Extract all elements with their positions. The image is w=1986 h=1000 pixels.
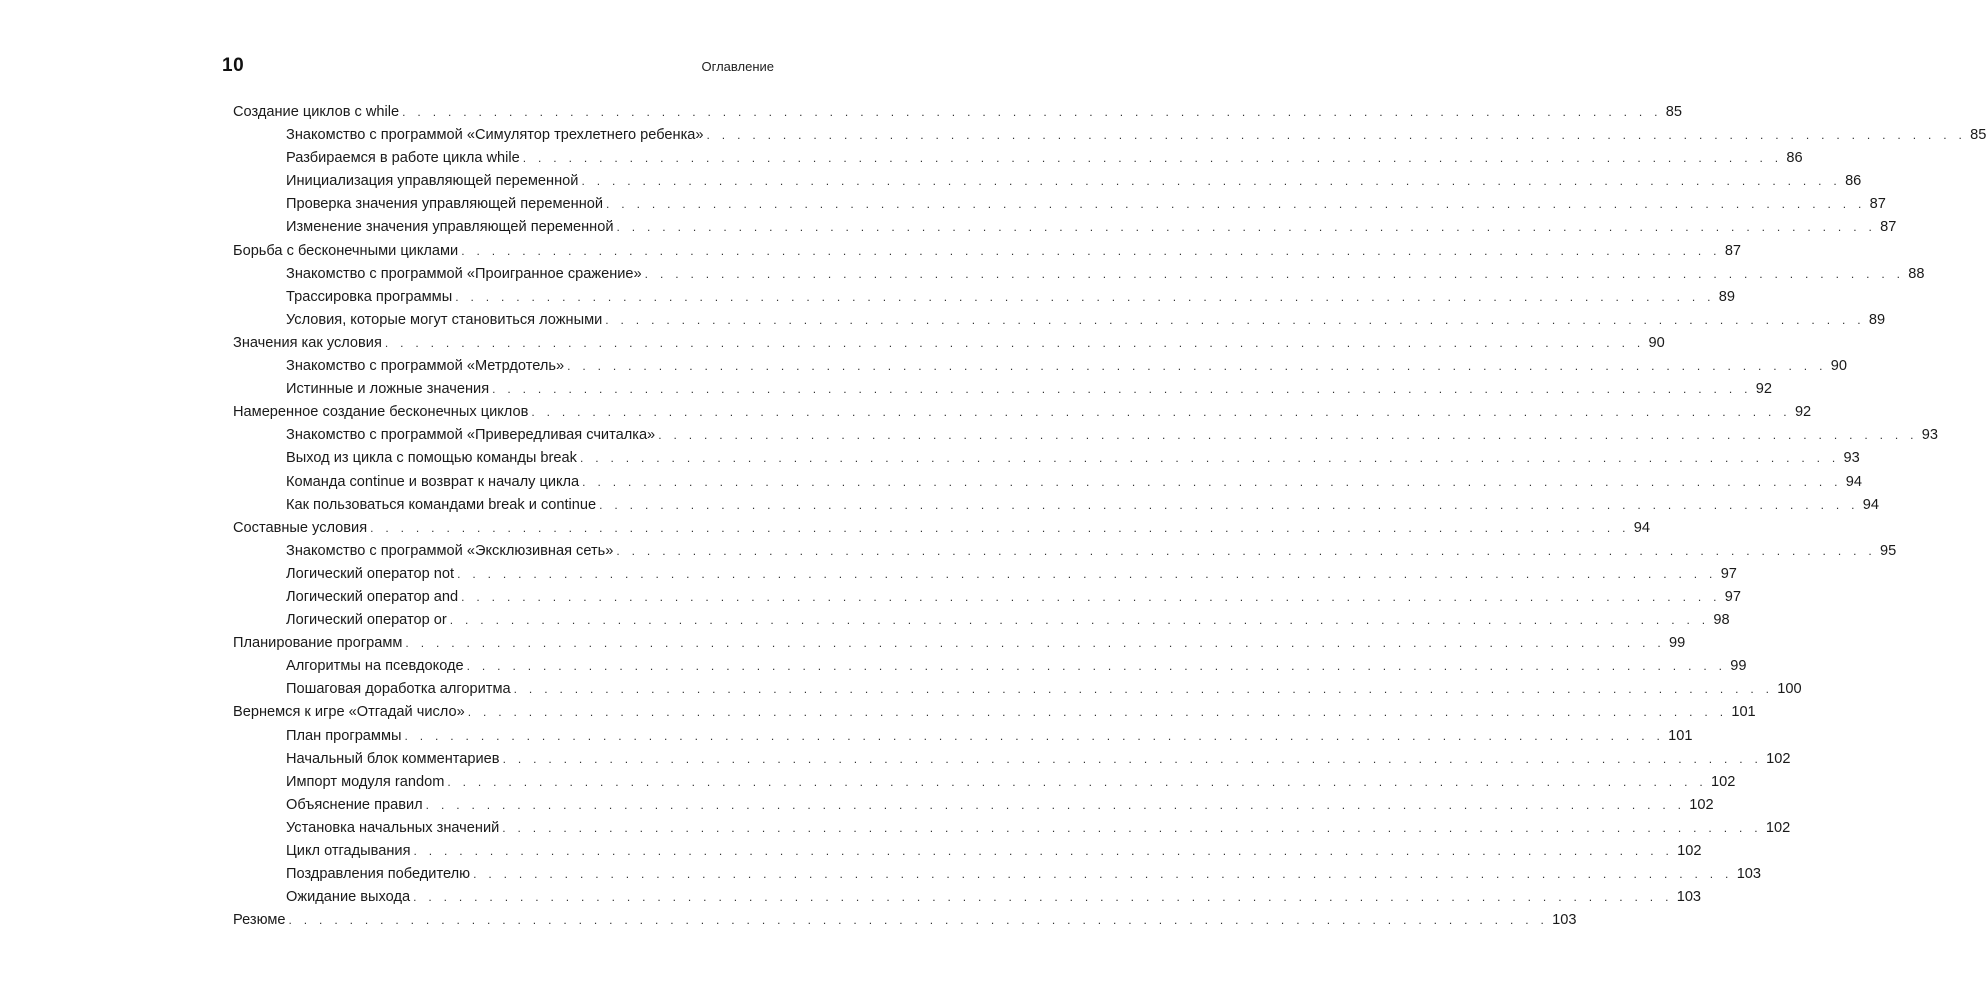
toc-dot-leader: . . . . . . . . . . . . . . . . . . . . . . . . . . . . . . . . . . . . . . . . . . . . . . . . . . . . . . . . . . . . . . . . . . . . . . . . . . . . . . . . . . .	[567, 359, 1827, 374]
toc-dot-leader: . . . . . . . . . . . . . . . . . . . . . . . . . . . . . . . . . . . . . . . . . . . . . . . . . . . . . . . . . . . . . . . . . . . . . . . . . . . . . . . . . . .	[384, 335, 1645, 350]
toc-entry-title: Составные условия	[233, 519, 368, 536]
toc-entry-title: Логический оператор and	[286, 588, 459, 605]
toc-section[interactable]	[233, 240, 1742, 263]
toc-subsection[interactable]	[233, 378, 1772, 401]
toc-entry-page: 87	[1724, 242, 1742, 259]
toc-dot-leader: . . . . . . . . . . . . . . . . . . . . . . . . . . . . . . . . . . . . . . . . . . . . . . . . . . . . . . . . . . . . . . . . . . . . . . . . . . . . . . . . . . .	[531, 405, 1791, 420]
table-of-contents	[233, 101, 1986, 932]
toc-subsection[interactable]	[233, 309, 1886, 332]
toc-section[interactable]	[233, 909, 1577, 932]
toc-entry-title: Проверка значения управляющей переменной	[286, 196, 604, 213]
toc-entry-page: 90	[1830, 358, 1847, 375]
toc-entry-title: Значения как условия	[233, 334, 382, 351]
toc-entry-page: 90	[1648, 334, 1665, 351]
toc-entry-title: Пошаговая доработка алгоритма	[286, 681, 511, 698]
toc-subsection[interactable]	[233, 725, 1693, 748]
toc-entry-page: 94	[1862, 496, 1879, 513]
toc-entry-page: 102	[1766, 750, 1791, 767]
toc-entry-title: Установка начальных значений	[286, 819, 500, 836]
toc-entry-page: 100	[1777, 681, 1802, 698]
page-number: 10	[222, 55, 245, 76]
toc-dot-leader: . . . . . . . . . . . . . . . . . . . . . . . . . . . . . . . . . . . . . . . . . . . . . . . . . . . . . . . . . . . . . . . . . . . . . . . . . . . . . . . . . . .	[522, 151, 1783, 166]
toc-entry-title: Выход из цикла с помощью команды break	[286, 450, 577, 467]
toc-dot-leader: . . . . . . . . . . . . . . . . . . . . . . . . . . . . . . . . . . . . . . . . . . . . . . . . . . . . . . . . . . . . . . . . . . . . . . . . . . . . . . . . . . .	[370, 520, 1630, 535]
toc-entry-title: Намеренное создание бесконечных циклов	[233, 404, 529, 421]
toc-entry-title: Борьба с бесконечными циклами	[233, 242, 459, 259]
toc-entry-title: Знакомство с программой «Проигранное сражение»	[286, 265, 642, 282]
toc-dot-leader: . . . . . . . . . . . . . . . . . . . . . . . . . . . . . . . . . . . . . . . . . . . . . . . . . . . . . . . . . . . . . . . . . . . . . . . . . . . . . . . . . . .	[616, 543, 1876, 558]
toc-section[interactable]	[233, 632, 1686, 655]
toc-entry-title: Знакомство с программой «Симулятор трехлетнего ребенка»	[286, 127, 704, 144]
toc-entry-page: 103	[1552, 912, 1577, 929]
toc-entry-page: 101	[1668, 727, 1693, 744]
toc-entry-title: Инициализация управляющей переменной	[286, 173, 579, 190]
toc-subsection[interactable]	[233, 678, 1802, 701]
toc-entry-page: 102	[1677, 843, 1702, 859]
toc-subsection[interactable]	[233, 355, 1847, 378]
toc-subsection[interactable]	[233, 540, 1897, 563]
toc-entry-title: Ожидание выхода	[286, 889, 411, 906]
toc-entry-title: Алгоритмы на псевдокоде	[286, 658, 464, 675]
toc-subsection[interactable]	[233, 216, 1897, 239]
toc-entry-title: Знакомство с программой «Привередливая считалка»	[286, 427, 656, 444]
toc-dot-leader: . . . . . . . . . . . . . . . . . . . . . . . . . . . . . . . . . . . . . . . . . . . . . . . . . . . . . . . . . . . . . . . . . . . . . . . . . . . . . . . . . . .	[288, 913, 1549, 928]
toc-dot-leader: . . . . . . . . . . . . . . . . . . . . . . . . . . . . . . . . . . . . . . . . . . . . . . . . . . . . . . . . . . . . . . . . . . . . . . . . . . . . . . . . . . .	[606, 197, 1866, 212]
toc-subsection[interactable]	[233, 609, 1730, 632]
toc-subsection[interactable]	[233, 471, 1863, 494]
toc-entry-title: Поздравления победителю	[286, 866, 471, 883]
toc-subsection[interactable]	[233, 771, 1736, 794]
toc-entry-page: 103	[1736, 866, 1762, 883]
toc-section[interactable]	[233, 332, 1665, 355]
toc-entry-title: Разбираемся в работе цикла while	[286, 150, 520, 167]
toc-entry-page: 89	[1718, 288, 1736, 305]
toc-entry-title: Логический оператор not	[286, 565, 455, 582]
toc-section[interactable]	[233, 517, 1650, 540]
toc-dot-leader: . . . . . . . . . . . . . . . . . . . . . . . . . . . . . . . . . . . . . . . . . . . . . . . . . . . . . . . . . . . . . . . . . . . . . . . . . . . . . . . . . . .	[447, 774, 1707, 789]
toc-entry-title: Изменение значения управляющей переменной	[286, 219, 614, 236]
toc-entry-page: 87	[1880, 219, 1897, 236]
toc-dot-leader: . . . . . . . . . . . . . . . . . . . . . . . . . . . . . . . . . . . . . . . . . . . . . . . . . . . . . . . . . . . . . . . . . . . . . . . . . . . . . . . . . . .	[461, 243, 1721, 258]
toc-subsection[interactable]	[233, 655, 1747, 678]
toc-entry-page: 99	[1730, 658, 1747, 675]
toc-entry-page: 87	[1869, 196, 1886, 213]
toc-entry-title: Трассировка программы	[286, 288, 453, 305]
toc-dot-leader: . . . . . . . . . . . . . . . . . . . . . . . . . . . . . . . . . . . . . . . . . . . . . . . . . . . . . . . . . . . . . . . . . . . . . . . . . . . . . . . . . . .	[467, 705, 1728, 720]
toc-subsection[interactable]	[233, 863, 1762, 886]
toc-dot-leader: . . . . . . . . . . . . . . . . . . . . . . . . . . . . . . . . . . . . . . . . . . . . . . . . . . . . . . . . . . . . . . . . . . . . . . . . . . . . . . . . . . .	[466, 659, 1727, 674]
running-title: Оглавление	[701, 59, 774, 74]
toc-entry-page: 98	[1713, 612, 1730, 629]
toc-entry-title: Условия, которые могут становиться ложными	[286, 311, 603, 328]
toc-entry-title: Объяснение правил	[286, 796, 423, 813]
toc-subsection[interactable]	[233, 494, 1879, 517]
toc-section[interactable]	[233, 401, 1812, 424]
toc-subsection[interactable]	[233, 263, 1925, 286]
toc-dot-leader: . . . . . . . . . . . . . . . . . . . . . . . . . . . . . . . . . . . . . . . . . . . . . . . . . . . . . . . . . . . . . . . . . . . . . . . . . . . . . . . . . . .	[579, 451, 1840, 466]
toc-dot-leader: . . . . . . . . . . . . . . . . . . . . . . . . . . . . . . . . . . . . . . . . . . . . . . . . . . . . . . . . . . . . . . . . . . . . . . . . . . . . . . . . . . .	[461, 589, 1721, 604]
toc-entry-page: 99	[1669, 635, 1686, 652]
toc-entry-title: Команда continue и возврат к началу цикла	[286, 473, 580, 490]
toc-section[interactable]	[233, 101, 1682, 124]
toc-subsection[interactable]	[233, 193, 1886, 216]
toc-entry-page: 103	[1676, 889, 1702, 906]
toc-subsection[interactable]	[233, 840, 1702, 863]
toc-dot-leader: . . . . . . . . . . . . . . . . . . . . . . . . . . . . . . . . . . . . . . . . . . . . . . . . . . . . . . . . . . . . . . . . . . . . . . . . . . . . . . . . . . .	[413, 844, 1674, 858]
toc-dot-leader: . . . . . . . . . . . . . . . . . . . . . . . . . . . . . . . . . . . . . . . . . . . . . . . . . . . . . . . . . . . . . . . . . . . . . . . . . . . . . . . . . . .	[405, 636, 1666, 651]
toc-dot-leader: . . . . . . . . . . . . . . . . . . . . . . . . . . . . . . . . . . . . . . . . . . . . . . . . . . . . . . . . . . . . . . . . . . . . . . . . . . . . . . . . . . .	[413, 890, 1673, 905]
toc-dot-leader: . . . . . . . . . . . . . . . . . . . . . . . . . . . . . . . . . . . . . . . . . . . . . . . . . . . . . . . . . . . . . . . . . . . . . . . . . . . . . . . . . . .	[425, 797, 1686, 812]
toc-entry-page: 94	[1633, 519, 1650, 536]
toc-entry-title: Резюме	[233, 912, 286, 929]
toc-subsection[interactable]	[233, 124, 1986, 147]
toc-entry-title: Логический оператор or	[286, 612, 447, 629]
toc-subsection[interactable]	[233, 563, 1737, 586]
toc-dot-leader: . . . . . . . . . . . . . . . . . . . . . . . . . . . . . . . . . . . . . . . . . . . . . . . . . . . . . . . . . . . . . . . . . . . . . . . . . . . . . . . . . . .	[492, 382, 1752, 397]
toc-section[interactable]	[233, 701, 1756, 724]
toc-subsection[interactable]	[233, 794, 1714, 817]
toc-entry-page: 102	[1710, 773, 1736, 790]
toc-entry-page: 92	[1794, 404, 1812, 421]
toc-subsection[interactable]	[233, 886, 1702, 909]
toc-dot-leader: . . . . . . . . . . . . . . . . . . . . . . . . . . . . . . . . . . . . . . . . . . . . . . . . . . . . . . . . . . . . . . . . . . . . . . . . . . . . . . . . . . .	[599, 497, 1859, 512]
toc-entry-page: 95	[1880, 542, 1897, 559]
toc-entry-page: 85	[1665, 104, 1682, 120]
toc-entry-page: 102	[1689, 796, 1714, 813]
toc-entry-page: 93	[1843, 450, 1860, 467]
toc-dot-leader: . . . . . . . . . . . . . . . . . . . . . . . . . . . . . . . . . . . . . . . . . . . . . . . . . . . . . . . . . . . . . . . . . . . . . . . . . . . . . . . . . . .	[502, 820, 1762, 835]
toc-entry-page: 89	[1868, 311, 1886, 328]
toc-entry-page: 101	[1731, 704, 1756, 721]
toc-dot-leader: . . . . . . . . . . . . . . . . . . . . . . . . . . . . . . . . . . . . . . . . . . . . . . . . . . . . . . . . . . . . . . . . . . . . . . . . . . . . . . . . . . .	[502, 751, 1763, 766]
toc-entry-page: 102	[1765, 819, 1791, 836]
toc-subsection[interactable]	[233, 447, 1860, 470]
toc-dot-leader: . . . . . . . . . . . . . . . . . . . . . . . . . . . . . . . . . . . . . . . . . . . . . . . . . . . . . . . . . . . . . . . . . . . . . . . . . . . . . . . . . . .	[706, 128, 1967, 143]
toc-subsection[interactable]	[233, 424, 1939, 447]
toc-dot-leader: . . . . . . . . . . . . . . . . . . . . . . . . . . . . . . . . . . . . . . . . . . . . . . . . . . . . . . . . . . . . . . . . . . . . . . . . . . . . . . . . . . .	[404, 728, 1665, 743]
toc-subsection[interactable]	[233, 748, 1791, 771]
toc-dot-leader: . . . . . . . . . . . . . . . . . . . . . . . . . . . . . . . . . . . . . . . . . . . . . . . . . . . . . . . . . . . . . . . . . . . . . . . . . . . . . . . . . . .	[582, 474, 1842, 489]
toc-entry-page: 97	[1724, 588, 1741, 605]
toc-entry-page: 88	[1908, 265, 1925, 282]
toc-entry-page: 86	[1786, 150, 1803, 167]
toc-subsection[interactable]	[233, 586, 1741, 609]
toc-entry-page: 94	[1845, 473, 1863, 490]
toc-entry-page: 97	[1720, 565, 1737, 582]
toc-dot-leader: . . . . . . . . . . . . . . . . . . . . . . . . . . . . . . . . . . . . . . . . . . . . . . . . . . . . . . . . . . . . . . . . . . . . . . . . . . . . . . . . . . .	[402, 105, 1662, 119]
toc-entry-page: 85	[1970, 127, 1986, 144]
toc-entry-title: Знакомство с программой «Метрдотель»	[286, 358, 565, 375]
toc-subsection[interactable]	[233, 817, 1791, 840]
toc-entry-title: Планирование программ	[233, 635, 403, 652]
toc-entry-title: Цикл отгадывания	[286, 843, 411, 859]
toc-entry-page: 93	[1921, 427, 1939, 444]
toc-entry-page: 86	[1845, 173, 1862, 190]
page-header	[222, 55, 774, 81]
toc-entry-title: Вернемся к игре «Отгадай число»	[233, 704, 465, 721]
toc-dot-leader: . . . . . . . . . . . . . . . . . . . . . . . . . . . . . . . . . . . . . . . . . . . . . . . . . . . . . . . . . . . . . . . . . . . . . . . . . . . . . . . . . . .	[605, 312, 1865, 327]
toc-entry-title: Создание циклов с while	[233, 104, 400, 120]
toc-dot-leader: . . . . . . . . . . . . . . . . . . . . . . . . . . . . . . . . . . . . . . . . . . . . . . . . . . . . . . . . . . . . . . . . . . . . . . . . . . . . . . . . . . .	[473, 867, 1733, 882]
toc-entry-title: Импорт модуля random	[286, 773, 445, 790]
toc-subsection[interactable]	[233, 286, 1736, 309]
toc-dot-leader: . . . . . . . . . . . . . . . . . . . . . . . . . . . . . . . . . . . . . . . . . . . . . . . . . . . . . . . . . . . . . . . . . . . . . . . . . . . . . . . . . . .	[658, 428, 1918, 443]
toc-dot-leader: . . . . . . . . . . . . . . . . . . . . . . . . . . . . . . . . . . . . . . . . . . . . . . . . . . . . . . . . . . . . . . . . . . . . . . . . . . . . . . . . . . .	[616, 220, 1877, 235]
toc-dot-leader: . . . . . . . . . . . . . . . . . . . . . . . . . . . . . . . . . . . . . . . . . . . . . . . . . . . . . . . . . . . . . . . . . . . . . . . . . . . . . . . . . . .	[581, 174, 1842, 189]
toc-entry-title: Истинные и ложные значения	[286, 381, 490, 398]
toc-subsection[interactable]	[233, 147, 1803, 170]
toc-dot-leader: . . . . . . . . . . . . . . . . . . . . . . . . . . . . . . . . . . . . . . . . . . . . . . . . . . . . . . . . . . . . . . . . . . . . . . . . . . . . . . . . . . .	[457, 566, 1717, 581]
toc-dot-leader: . . . . . . . . . . . . . . . . . . . . . . . . . . . . . . . . . . . . . . . . . . . . . . . . . . . . . . . . . . . . . . . . . . . . . . . . . . . . . . . . . . .	[449, 613, 1710, 628]
toc-entry-title: Начальный блок комментариев	[286, 750, 500, 767]
toc-dot-leader: . . . . . . . . . . . . . . . . . . . . . . . . . . . . . . . . . . . . . . . . . . . . . . . . . . . . . . . . . . . . . . . . . . . . . . . . . . . . . . . . . . .	[644, 266, 1905, 281]
toc-subsection[interactable]	[233, 170, 1862, 193]
toc-dot-leader: . . . . . . . . . . . . . . . . . . . . . . . . . . . . . . . . . . . . . . . . . . . . . . . . . . . . . . . . . . . . . . . . . . . . . . . . . . . . . . . . . . .	[455, 289, 1715, 304]
toc-entry-page: 92	[1755, 381, 1772, 398]
toc-entry-title: План программы	[286, 727, 402, 744]
toc-dot-leader: . . . . . . . . . . . . . . . . . . . . . . . . . . . . . . . . . . . . . . . . . . . . . . . . . . . . . . . . . . . . . . . . . . . . . . . . . . . . . . . . . . .	[513, 682, 1774, 697]
toc-entry-title: Как пользоваться командами break и continue	[286, 496, 597, 513]
toc-entry-title: Знакомство с программой «Эксклюзивная сеть»	[286, 542, 614, 559]
